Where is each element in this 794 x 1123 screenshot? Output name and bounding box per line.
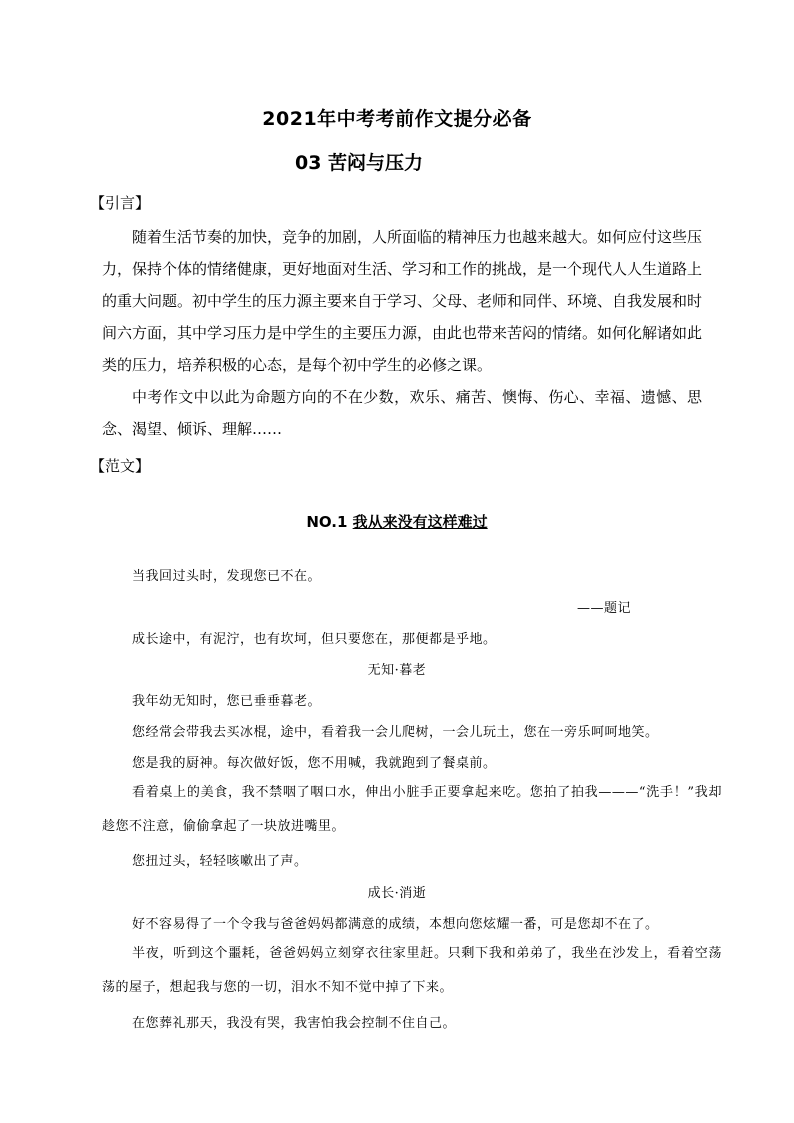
- essay-paragraph: 看着桌上的美食，我不禁咽了咽口水，伸出小脏手正要拿起来吃。您拍了拍我———“洗手！”我却趁您不注意，偷偷拿起了一块放进嘴里。: [102, 785, 722, 834]
- section-heading: 无知·暮老: [367, 663, 427, 678]
- intro-paragraph-1: 随着生活节奏的加快，竞争的加剧，人所面临的精神压力也越来越大。如何应付这些压力，保持个体的情绪健康，更好地面对生活、学习和工作的挑战，是一个现代人人生道路上的重大问题。初中学生的压力源主要来自于学习、父母、老师和同伴、环境、自我发展和时间六方面，其中学习压力是中学生的主要压力源，由此也带来苦闷的情绪。如何化解诸如此类的压力，培养积极的心态，是每个初中学生的必修之课。: [102, 228, 703, 374]
- essay-paragraph: 半夜，听到这个噩耗，爸爸妈妈立刻穿衣往家里赶。只剩下我和弟弟了，我坐在沙发上，看着空荡荡的屋子，想起我与您的一切，泪水不知不觉中掉了下来。: [102, 946, 722, 995]
- intro-heading: 【引言】: [90, 194, 151, 212]
- essay-title: [0, 511, 794, 532]
- essay-line: 我年幼无知时，您已垂垂暮老。: [132, 694, 322, 709]
- epigraph-attribution: ——题记: [577, 601, 632, 616]
- essay-line: 当我回过头时，发现您已不在。: [132, 569, 322, 584]
- essay-line: 您经常会带我去买冰棍，途中，看着我一会儿爬树，一会儿玩土，您在一旁乐呵呵地笑。: [132, 725, 659, 740]
- essay-line: 在您葬礼那天，我没有哭，我害怕我会控制不住自己。: [132, 1016, 457, 1031]
- essay-line: 好不容易得了一个令我与爸爸妈妈都满意的成绩，本想向您炫耀一番，可是您却不在了。: [132, 917, 659, 932]
- intro-paragraph-2: 中考作文中以此为命题方向的不在少数，欢乐、痛苦、懊悔、伤心、幸福、遗憾、思念、渴望、倾诉、理解……: [102, 388, 702, 438]
- essay-number: NO.1: [306, 513, 353, 531]
- section-heading: 成长·消逝: [367, 886, 427, 901]
- sample-heading: 【范文】: [90, 457, 151, 475]
- essay-title-text: 我从来没有这样难过: [352, 513, 488, 531]
- essay-line: 您扭过头，轻轻咳嗽出了声。: [132, 854, 308, 869]
- essay-line: 您是我的厨神。每次做好饭，您不用喊，我就跑到了餐桌前。: [132, 756, 497, 771]
- document-subtitle: 03 苦闷与压力: [294, 152, 424, 174]
- document-title: 2021年中考考前作文提分必备: [262, 108, 532, 130]
- essay-line: 成长途中，有泥泞，也有坎坷，但只要您在，那便都是乎地。: [132, 632, 497, 647]
